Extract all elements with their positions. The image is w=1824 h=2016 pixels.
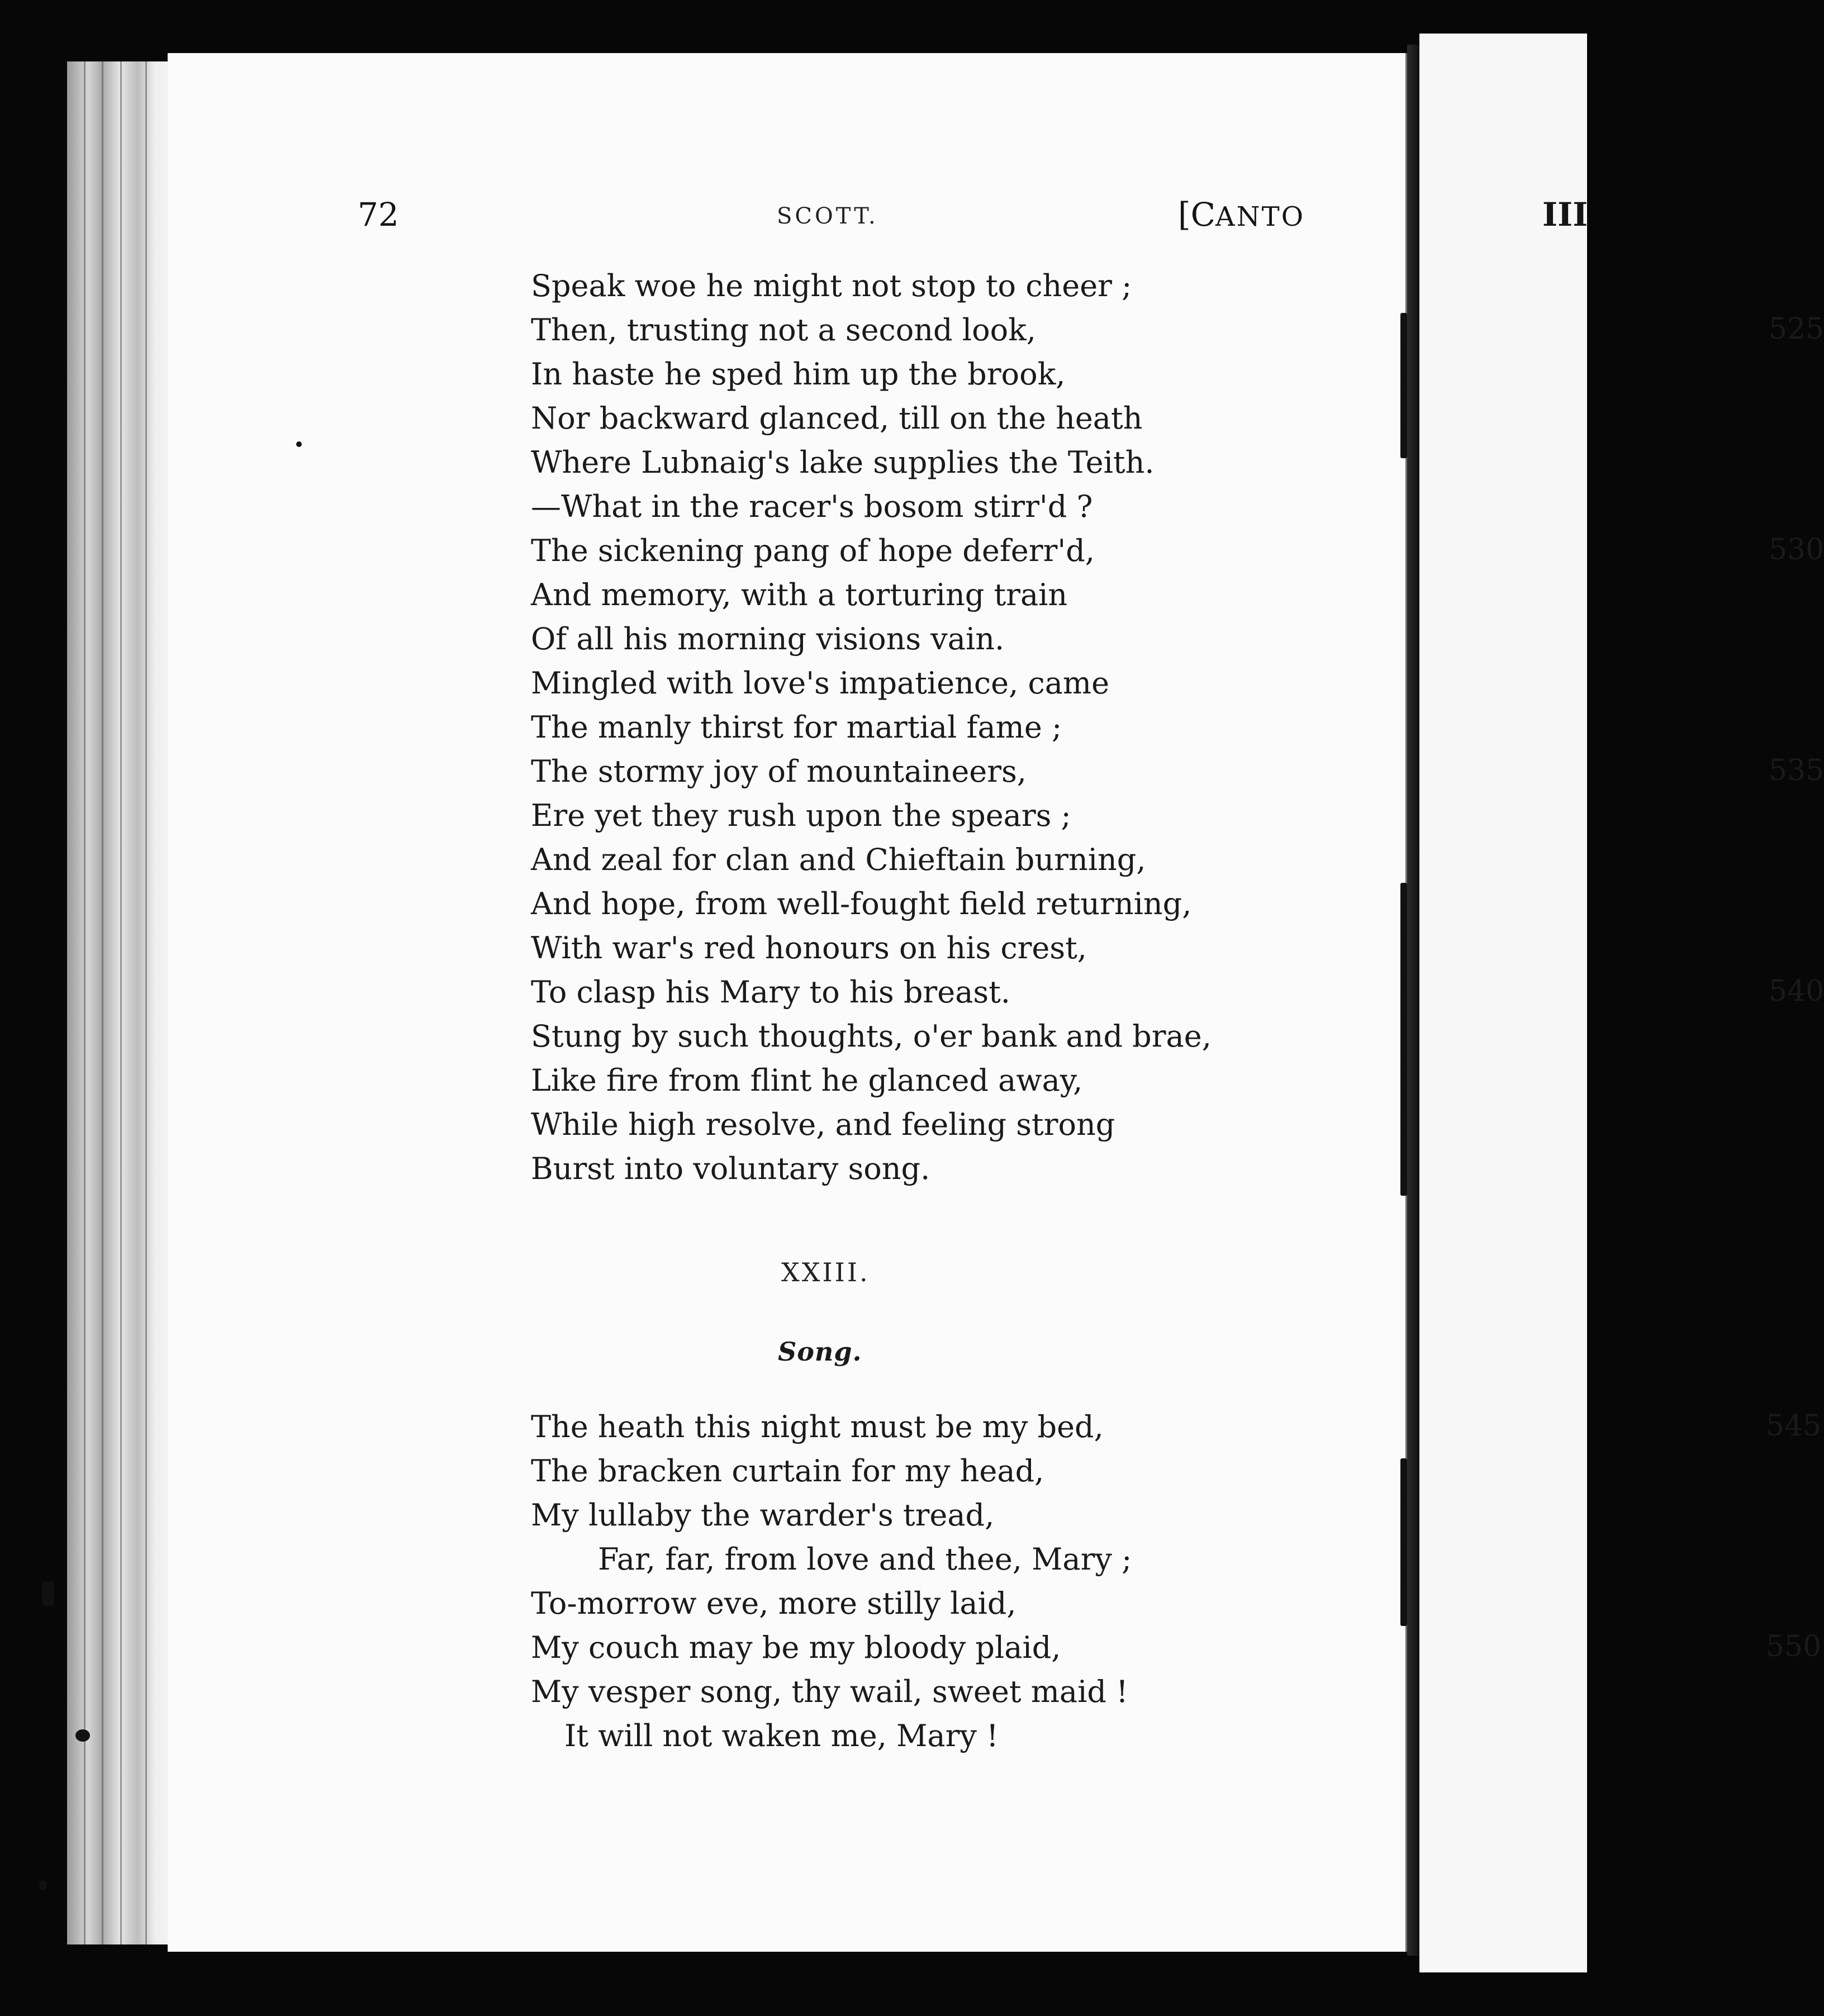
verse-line-text: Then, trusting not a second look, [531,312,1036,348]
canto-bracket: [C [1178,196,1216,234]
verse-line-text: And zeal for clan and Chieftain burning, [531,842,1146,877]
verse-line-text: Ere yet they rush upon the spears ; [531,798,1071,833]
running-head [0,196,1587,235]
verse-line-text: Where Lubnaig's lake supplies the Teith. [531,445,1155,480]
line-number: 550 [1766,1630,1822,1663]
verse-line [531,621,1587,666]
page-number: 72 [358,196,399,234]
canto-rest: ANTO [1215,201,1305,232]
line-number: 525 [1769,312,1824,346]
verse-line [531,1674,1587,1719]
verse-line [531,268,1587,313]
verse-line-text: To clasp his Mary to his breast. [531,974,1010,1010]
verse-line-text: My vesper song, thy wail, sweet maid ! [531,1674,1128,1709]
verse-line [531,312,1824,357]
verse-line [531,974,1824,1019]
verse-line [531,1107,1587,1152]
verse-line-text: The bracken curtain for my head, [531,1453,1044,1489]
verse-line-text: My couch may be my bloody plaid, [531,1630,1061,1665]
section-title: Song. [778,1337,862,1367]
verse-line-text: Of all his morning visions vain. [531,621,1005,657]
verse-line [531,489,1587,534]
line-number: 545 [1766,1409,1822,1443]
verse-line-text: My lullaby the warder's tread, [531,1497,995,1533]
line-number: 530 [1769,533,1824,567]
facing-page-fragment: III [1542,196,1588,234]
verse-line-text: Speak woe he might not stop to cheer ; [531,268,1132,303]
verse-line-text: While high resolve, and feeling strong [531,1107,1115,1142]
verse-line [531,1151,1587,1196]
page-edges [67,61,184,1944]
verse-line [531,710,1587,754]
verse-line-text: The heath this night must be my bed, [531,1409,1104,1444]
verse-line [531,533,1824,578]
verse-line [531,930,1587,975]
verse-line-text: And hope, from well-fought field returning, [531,886,1192,921]
verse-line-text: To-morrow eve, more stilly laid, [531,1586,1016,1621]
verse-line-text: It will not waken me, Mary ! [564,1718,999,1753]
line-number: 540 [1769,974,1824,1008]
verse-line [531,842,1587,887]
verse-line-text: Mingled with love's impatience, came [531,665,1110,701]
verse-line [531,1497,1587,1542]
verse-line [598,1542,1587,1586]
verse-line [531,577,1587,622]
verse-line [531,401,1587,445]
verse-line-text: Burst into voluntary song. [531,1151,930,1186]
verse-line-text: Stung by such thoughts, o'er bank and brae, [531,1019,1212,1054]
verse-line-text: Far, far, from love and thee, Mary ; [598,1542,1132,1577]
verse-line [531,1453,1587,1498]
verse-line [531,1409,1822,1454]
verse-line-text: The stormy joy of mountaineers, [531,754,1027,789]
verse-line [531,1630,1822,1675]
verse-line [531,665,1587,710]
verse-line [531,356,1587,401]
author-head: SCOTT. [777,203,878,229]
verse-line-text: Like fire from flint he glanced away, [531,1063,1083,1098]
verse-line-text: The sickening pang of hope deferr'd, [531,533,1095,568]
verse-line-text: With war's red honours on his crest, [531,930,1087,966]
line-number: 535 [1769,754,1824,787]
verse-line [531,1019,1587,1063]
speck [39,1880,47,1890]
speck [75,1729,90,1742]
verse-line [531,445,1587,489]
verse-line [531,886,1587,931]
verse-line [531,1063,1587,1107]
verse-line-text: —What in the racer's bosom stirr'd ? [531,489,1093,524]
canto-head [1178,196,1305,234]
verse-line [531,754,1824,798]
verse-line-text: And memory, with a torturing train [531,577,1068,612]
verse-line [564,1718,1587,1763]
speck [42,1581,54,1606]
verse-line-text: Nor backward glanced, till on the heath [531,401,1143,436]
verse-line-text: In haste he sped him up the brook, [531,356,1066,392]
verse-line-text: The manly thirst for martial fame ; [531,710,1062,745]
verse-line [531,1586,1587,1630]
verse-line [531,798,1587,843]
speck [296,441,302,447]
section-number: XXIII. [781,1257,870,1287]
